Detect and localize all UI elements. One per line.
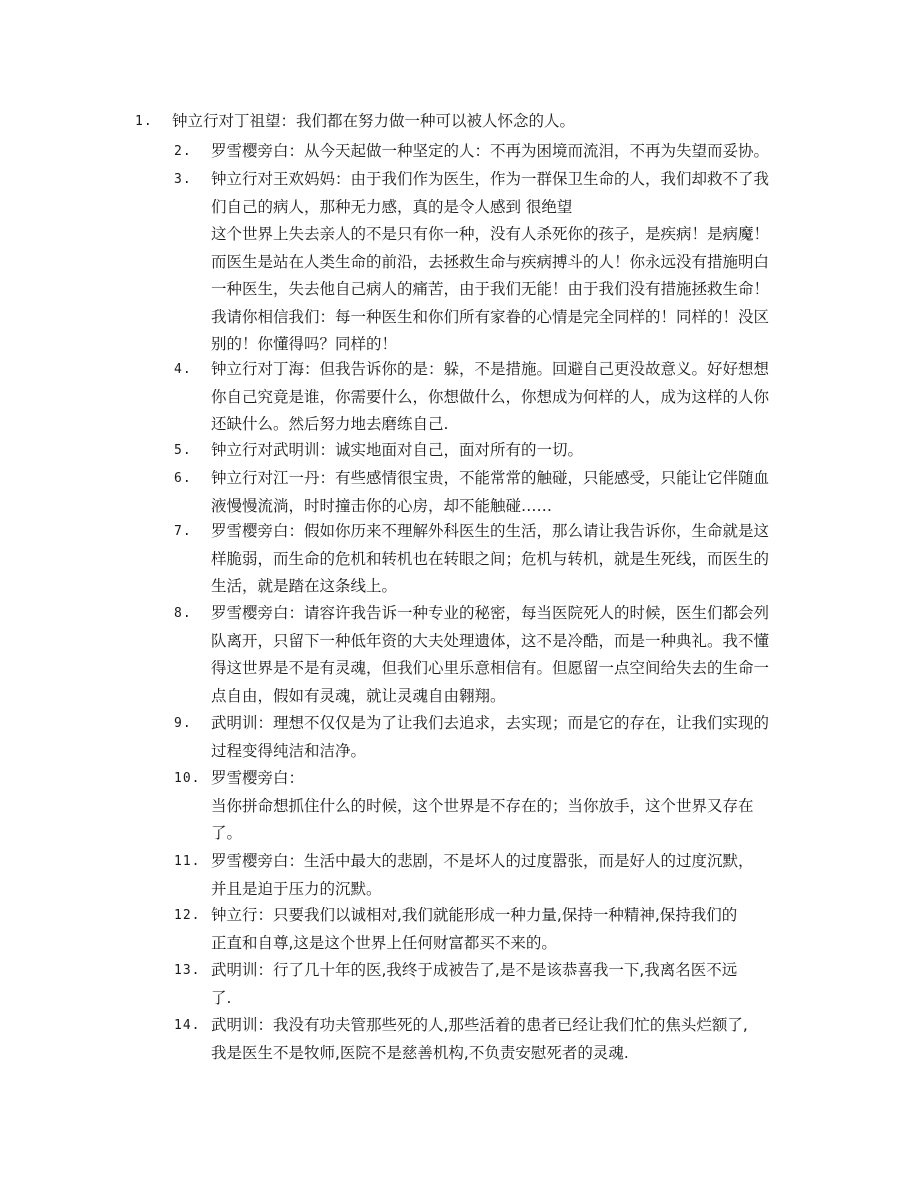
item-text-line: 罗雪樱旁白： — [211, 769, 305, 787]
item-text-line: 生活，就是踏在这条线上。 — [211, 577, 398, 595]
item-text-line: 钟立行对丁祖望：我们都在努力做一种可以被人怀念的人。 — [172, 112, 576, 130]
item-text-line: 钟立行对江一丹：有些感情很宝贵，不能常常的触碰，只能感受，只能让它伴随血 — [211, 469, 770, 487]
item-text-line: 罗雪樱旁白：请容许我告诉一种专业的秘密，每当医院死人的时候，医生们都会列 — [211, 604, 770, 622]
item-number: 10. — [174, 771, 201, 786]
item-text-line: 并且是迫于压力的沉默。 — [211, 879, 382, 898]
item-number: 5. — [174, 443, 192, 458]
item-text-line: 别的！你懂得吗？同样的！ — [211, 335, 398, 353]
item-text-line: 钟立行对王欢妈妈：由于我们作为医生，作为一群保卫生命的人，我们却救不了我 — [211, 170, 770, 188]
item-text-line: 武明训：理想不仅仅是为了让我们去追求，去实现；而是它的存在，让我们实现的 — [211, 714, 770, 732]
item-text-line: 一种医生，失去他自己病人的痛苦，由于我们无能！由于我们没有措施拯救生命！ — [211, 280, 770, 298]
item-text-line: 点自由，假如有灵魂，就让灵魂自由翱翔。 — [211, 686, 506, 705]
item-number: 13. — [174, 963, 201, 978]
item-number: 14. — [174, 1018, 201, 1033]
item-text-line: 液慢慢流淌，时时撞击你的心房，却不能触碰…… — [211, 496, 553, 515]
item-text-line: 武明训：行了几十年的医,我终于成被告了,是不是该恭喜我一下,我离名医不远 — [211, 961, 738, 979]
item-text-line: 武明训：我没有功夫管那些死的人,那些活着的患者已经让我们忙的焦头烂额了, — [211, 1016, 748, 1034]
item-number: 11. — [174, 854, 201, 869]
item-text-line: 钟立行对武明训：诚实地面对自己，面对所有的一切。 — [211, 441, 584, 459]
item-text-line: 还缺什么。然后努力地去磨练自己. — [211, 415, 449, 433]
item-text-line: 罗雪樱旁白：假如你历来不理解外科医生的生活，那么请让我告诉你，生命就是这 — [211, 522, 770, 540]
item-number: 8. — [174, 606, 192, 621]
item-text-line: 你自己究竟是谁，你需要什么，你想做什么，你想成为何样的人，成为这样的人你 — [211, 387, 770, 406]
item-number: 2. — [174, 144, 192, 159]
item-text-line: 钟立行对丁海：但我告诉你的是：躲，不是措施。回避自己更没故意义。好好想想 — [211, 360, 770, 378]
item-text-line: 过程变得纯洁和洁净。 — [211, 741, 367, 760]
item-text-line: 样脆弱，而生命的危机和转机也在转眼之间；危机与转机，就是生死线，而医生的 — [211, 549, 770, 568]
item-text-line: 当你拼命想抓住什么的时候，这个世界是不存在的；当你放手，这个世界又存在 — [211, 796, 754, 815]
item-number: 6. — [174, 471, 192, 486]
item-text-line: 正直和自尊,这是这个世界上任何财富都买不来的。 — [211, 933, 557, 952]
item-number: 3. — [174, 172, 192, 187]
item-text-line: 罗雪樱旁白：生活中最大的悲剧，不是坏人的过度嚣张，而是好人的过度沉默， — [211, 852, 754, 870]
item-text-line: 罗雪樱旁白：从今天起做一种坚定的人：不再为困境而流泪，不再为失望而妥协。 — [211, 142, 770, 160]
item-text-line: 得这世界是不是有灵魂，但我们心里乐意相信有。但愿留一点空间给失去的生命一 — [211, 659, 770, 677]
item-number: 7. — [174, 524, 192, 539]
item-number: 12. — [174, 908, 201, 923]
item-text-line: 这个世界上失去亲人的不是只有你一种，没有人杀死你的孩子，是疾病！是病魔！ — [211, 225, 770, 243]
item-text-line: 钟立行：只要我们以诚相对,我们就能形成一种力量,保持一种精神,保持我们的 — [211, 906, 738, 924]
item-text-line: 了. — [211, 988, 232, 1007]
item-text-line: 我请你相信我们：每一种医生和你们所有家眷的心情是完全同样的！同样的！没区 — [211, 307, 770, 326]
item-number: 1. — [135, 114, 153, 129]
item-number: 9. — [174, 716, 192, 731]
item-text-line: 们自己的病人，那种无力感，真的是令人感到 很绝望 — [211, 197, 573, 216]
item-text-line: 而医生是站在人类生命的前沿，去拯救生命与疾病搏斗的人！你永远没有措施明白 — [211, 252, 770, 271]
item-text-line: 我是医生不是牧师,医院不是慈善机构,不负责安慰死者的灵魂. — [211, 1043, 629, 1062]
item-number: 4. — [174, 362, 192, 377]
item-text-line: 了。 — [211, 824, 243, 842]
item-text-line: 队离开，只留下一种低年资的大夫处理遗体，这不是冷酷，而是一种典礼。我不懂 — [211, 631, 770, 650]
